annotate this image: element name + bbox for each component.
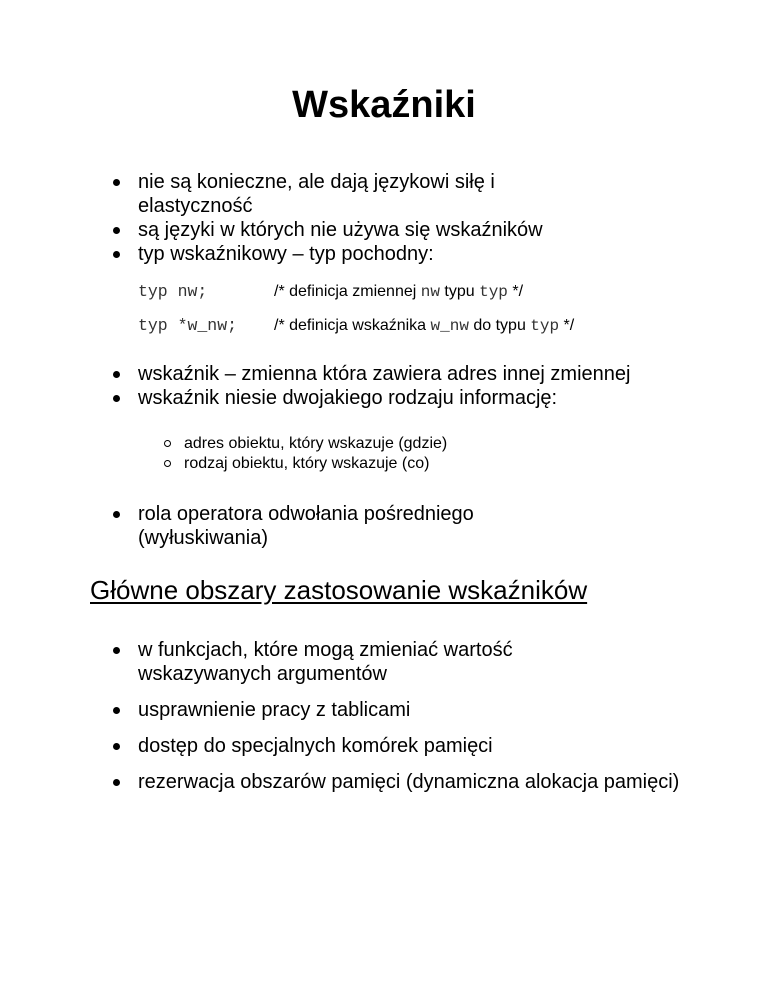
bullet-icon: [113, 227, 120, 234]
code-comment: /* definicja zmiennej nw typu typ */: [274, 283, 524, 301]
sub-bullet-list: [162, 434, 662, 474]
list-item: rodzaj obiektu, który wskazuje (co): [162, 454, 662, 474]
list-item: usprawnienie pracy z tablicami: [108, 698, 708, 722]
list-item: rola operatora odwołania pośredniego (wyłuskiwania): [108, 502, 568, 550]
bullet-icon: [113, 647, 120, 654]
intro-bullet-list: [108, 170, 708, 266]
circle-bullet-icon: [164, 440, 171, 447]
bullet-icon: [113, 779, 120, 786]
list-item: wskaźnik niesie dwojakiego rodzaju informację:: [108, 386, 708, 410]
circle-bullet-icon: [164, 460, 171, 467]
list-item: w funkcjach, które mogą zmieniać wartość wskazywanych argumentów: [108, 638, 608, 686]
code-line: [138, 316, 574, 336]
code-comment: /* definicja wskaźnika w_nw do typu typ */: [274, 317, 575, 335]
list-item: adres obiektu, który wskazuje (gdzie): [162, 434, 662, 454]
list-item: nie są konieczne, ale dają językowi siłę i elastyczność: [108, 170, 578, 218]
list-item: dostęp do specjalnych komórek pamięci: [108, 734, 708, 758]
last-bullet-list: [108, 502, 708, 550]
code-declaration: typ *w_nw;: [138, 316, 238, 335]
list-item: są języki w których nie używa się wskaźników: [108, 218, 708, 242]
bullet-icon: [113, 707, 120, 714]
list-item: typ wskaźnikowy – typ pochodny:: [108, 242, 708, 266]
area-bullet-list: [108, 638, 708, 794]
list-item: rezerwacja obszarów pamięci (dynamiczna alokacja pamięci): [108, 770, 708, 794]
mid-bullet-list: [108, 362, 708, 410]
bullet-icon: [113, 395, 120, 402]
page-title: Wskaźniki: [292, 84, 476, 126]
bullet-icon: [113, 511, 120, 518]
bullet-icon: [113, 371, 120, 378]
code-declaration: typ nw;: [138, 282, 208, 301]
list-item: wskaźnik – zmienna która zawiera adres innej zmiennej: [108, 362, 658, 386]
code-line: [138, 282, 523, 302]
section-heading: Główne obszary zastosowanie wskaźników: [90, 575, 588, 605]
bullet-icon: [113, 743, 120, 750]
bullet-icon: [113, 251, 120, 258]
bullet-icon: [113, 179, 120, 186]
